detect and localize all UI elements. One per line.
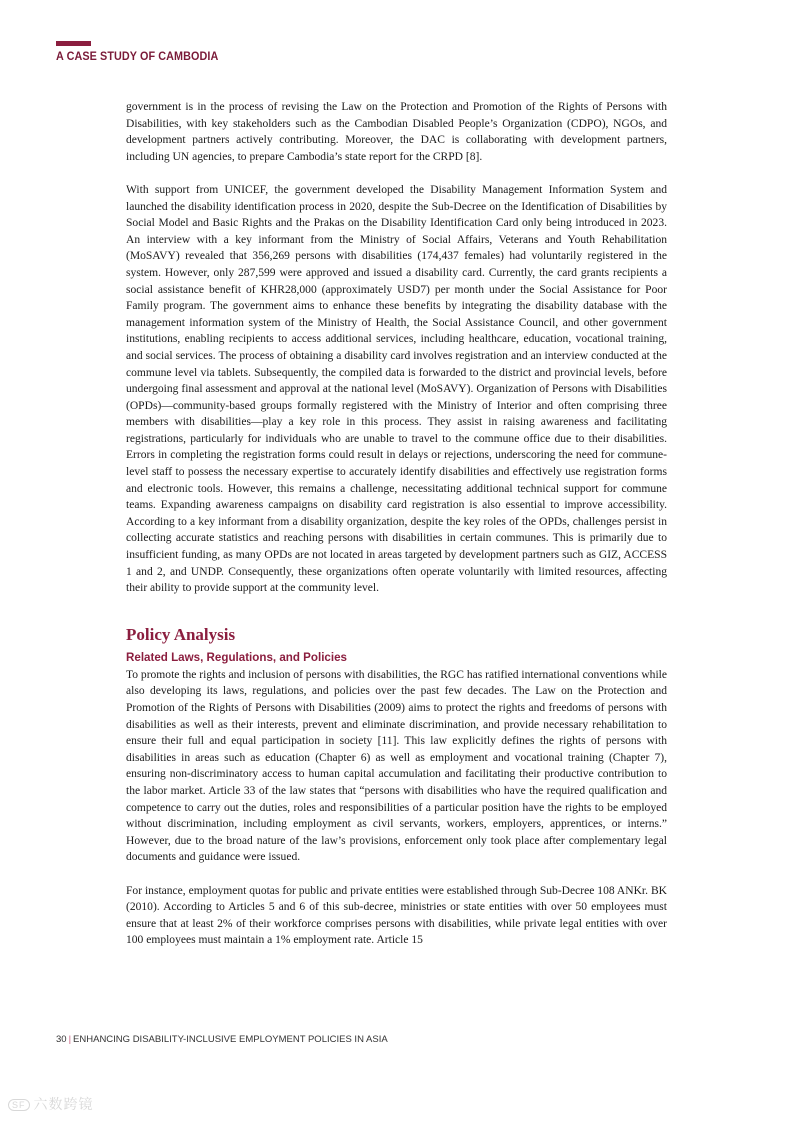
paragraph-rights-law: To promote the rights and inclusion of persons with disabilities, the RGC has ratified international conventions while also developing its laws, regulations, and policies over the past few decades. The Law on the Protection and Promotion of the Rights of Persons with Disabilities (2009) aims to protect the rights and freedoms of persons with disabilities as well as their interests, prevent and eliminate discrimination, and provide necessary rehabilitation to ensure their full and equal participation in society [11]. This law explicitly defines the rights of persons with disabilities in areas such as education (Chapter 6) as well as employment and vocational training (Chapter 7), ensuring non-discriminatory access to human capital accumulation and facilitating their productive contribution to the labor market. Article 33 of the law states that “persons with disabilities who have the required qualification and competence to carry out the duties, roles and responsibilities of a particular position have the rights to be employed without discrimination, including employment as civil servants, workers, employers, apprentices, or interns.” However, due to the broad nature of the law’s provisions, enforcement only took place after complementary legal documents and guidance were issued. (126, 668, 667, 864)
page-footer (56, 1034, 388, 1045)
watermark (8, 1094, 94, 1114)
paragraph-law-revision: government is in the process of revising the Law on the Protection and Promotion of the Rights of Persons with Disabilities, with key stakeholders such as the Cambodian Disabled People’s Organization (CDPO), NGOs, and development partners actively contributing. Moreover, the DAC is collaborating with development partners, including UN agencies, to prepare Cambodia’s state report for the CRPD [8]. (126, 101, 667, 163)
watermark-text: 六数跨镜 (33, 1096, 94, 1112)
watermark-logo-icon: SF (8, 1099, 30, 1111)
page-number: 30 (56, 1034, 67, 1045)
running-header: A CASE STUDY OF CAMBODIA (56, 49, 219, 63)
paragraph-employment-quotas: For instance, employment quotas for public and private entities were established through Sub-Decree 108 ANKr. BK (2010). According to Articles 5 and 6 of this sub-decree, ministries or state entities with over 50 employees must ensure that at least 2% of their workforce comprises persons with disabilities, while private legal entities with over 100 employees must maintain a 1% employment rate. Article 15 (126, 884, 667, 947)
footer-separator: | (68, 1034, 72, 1045)
paragraph-disability-identification: With support from UNICEF, the government developed the Disability Management Information System and launched the disability identification process in 2020, despite the Sub-Decree on the Identification of Disabilities by Social Model and Basic Rights and the Prakas on the Disability Identification Card only being introduced in 2023. An interview with a key informant from the Ministry of Social Affairs, Veterans and Youth Rehabilitation (MoSAVY) revealed that 356,269 persons with disabilities (174,437 females) had voluntarily registered in the system. However, only 287,599 were approved and issued a disability card. Currently, the card grants recipients a social assistance benefit of KHR28,000 (approximately USD7) per month under the Social Assistance for Poor Family program. The government aims to enhance these benefits by integrating the disability database with the management information system of the Ministry of Health, the Social Assistance Council, and other government institutions, enabling recipients to access additional services, including healthcare, education, vocational training, and social services. The process of obtaining a disability card involves registration and an interview conducted at the commune level via tablets. Subsequently, the compiled data is forwarded to the district and provincial levels, before undergoing final assessment and approval at the national level (MoSAVY). Organization of Persons with Disabilities (OPDs)—community-based groups formally registered with the Ministry of Interior and often comprising three members with disabilities—play a key role in this process. They assist in raising awareness and facilitating registrations, particularly for individuals who are unable to travel to the commune office due to their disabilities. Errors in completing the registration forms could result in delays or rejections, underscoring the need for commune-level staff to possess the necessary expertise to accurately identify disabilities and effectively use registration forms and electronic tools. However, this remains a challenge, necessitating additional technical support for commune teams. Expanding awareness campaigns on disability card registration is also essential to improve accessibility. According to a key informant from a disability organization, despite the key roles of the OPDs, challenges persist in collecting accurate statistics and reaching persons with disabilities in certain communes. This is primarily due to insufficient funding, as many OPDs are not located in areas targeted by development partners such as GIZ, ACCESS 1 and 2, and UNDP. Consequently, these organizations often operate voluntarily with limited resources, affecting their ability to provide support at the community level. (126, 183, 667, 595)
publication-title: ENHANCING DISABILITY-INCLUSIVE EMPLOYMENT POLICIES IN ASIA (73, 1034, 388, 1045)
subheading-related-laws: Related Laws, Regulations, and Policies (126, 650, 347, 664)
main-content (126, 99, 667, 949)
header-accent-bar (56, 41, 91, 46)
section-heading-policy-analysis: Policy Analysis (126, 624, 236, 644)
